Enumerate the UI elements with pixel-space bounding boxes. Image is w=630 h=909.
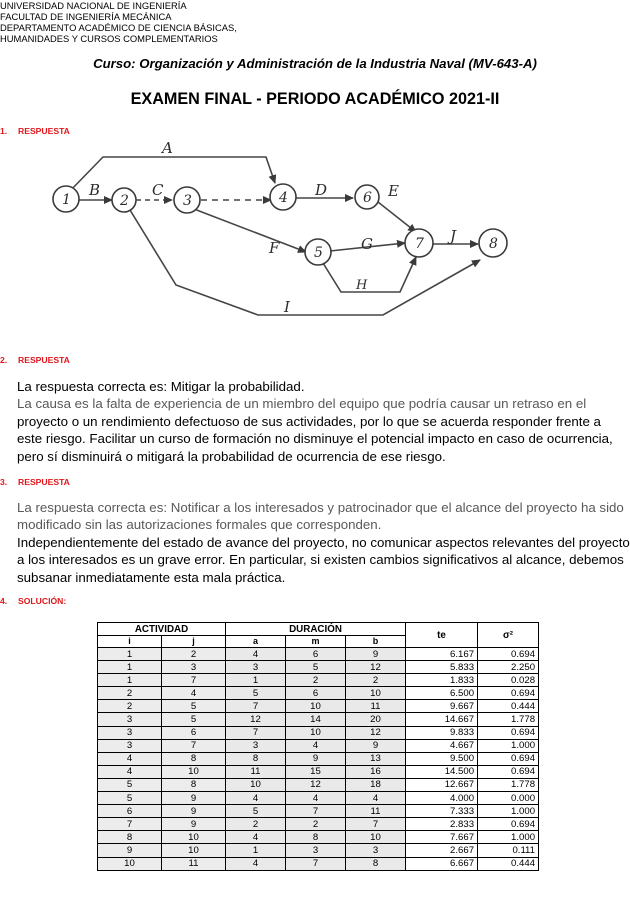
cell-m: 15 bbox=[286, 765, 346, 778]
cell-variance: 0.694 bbox=[478, 687, 539, 700]
table-row bbox=[98, 752, 539, 765]
cell-b: 18 bbox=[346, 778, 406, 791]
cell-m: 10 bbox=[286, 726, 346, 739]
table-row bbox=[98, 805, 539, 818]
cell-b: 13 bbox=[346, 752, 406, 765]
table-row bbox=[98, 674, 539, 687]
cell-a: 4 bbox=[226, 857, 286, 870]
table-row bbox=[98, 687, 539, 700]
cell-te: 2.833 bbox=[406, 818, 478, 831]
institution-header bbox=[0, 0, 237, 44]
activity-label: J bbox=[450, 227, 457, 245]
cell-i: 5 bbox=[98, 792, 162, 805]
cell-a: 8 bbox=[226, 752, 286, 765]
arrow-h bbox=[323, 257, 416, 292]
department-name: DEPARTAMENTO ACADÉMICO DE CIENCIA BÁSICAS, bbox=[0, 22, 237, 33]
section-2-heading bbox=[0, 355, 70, 365]
col-a-header: a bbox=[226, 636, 286, 648]
table-row bbox=[98, 792, 539, 805]
cell-j: 10 bbox=[162, 765, 226, 778]
activity-label: D bbox=[315, 181, 328, 199]
university-name: UNIVERSIDAD NACIONAL DE INGENIERÍA bbox=[0, 0, 187, 11]
cell-m: 4 bbox=[286, 739, 346, 752]
cell-j: 8 bbox=[162, 752, 226, 765]
table-row bbox=[98, 765, 539, 778]
activity-label: F bbox=[269, 239, 280, 257]
activity-label: B bbox=[89, 181, 101, 199]
cell-a: 3 bbox=[226, 739, 286, 752]
cell-i: 10 bbox=[98, 857, 162, 870]
cell-te: 9.833 bbox=[406, 726, 478, 739]
cell-a: 4 bbox=[226, 648, 286, 661]
table-row bbox=[98, 844, 539, 857]
cell-i: 8 bbox=[98, 831, 162, 844]
cell-a: 12 bbox=[226, 713, 286, 726]
node-label: 8 bbox=[489, 236, 498, 252]
activity-label: G bbox=[361, 235, 373, 253]
table-row bbox=[98, 818, 539, 831]
cell-j: 10 bbox=[162, 831, 226, 844]
cell-b: 2 bbox=[346, 674, 406, 687]
cell-te: 2.667 bbox=[406, 844, 478, 857]
cell-variance: 0.694 bbox=[478, 765, 539, 778]
cell-a: 7 bbox=[226, 700, 286, 713]
section-number: 1. bbox=[0, 126, 8, 136]
cell-j: 3 bbox=[162, 661, 226, 674]
cell-j: 7 bbox=[162, 674, 226, 687]
cell-te: 12.667 bbox=[406, 778, 478, 791]
cell-te: 6.667 bbox=[406, 857, 478, 870]
table-row bbox=[98, 713, 539, 726]
faculty-name: FACULTAD DE INGENIERÍA MECÁNICA bbox=[0, 11, 172, 22]
activity-network-diagram bbox=[38, 135, 528, 345]
answer-line: La respuesta correcta es: Notificar a los interesados y patrocinador que el alcance del proyecto ha sido bbox=[17, 500, 624, 515]
cell-i: 1 bbox=[98, 674, 162, 687]
activity-group-header: ACTIVIDAD bbox=[98, 623, 226, 636]
cell-m: 6 bbox=[286, 687, 346, 700]
answer-line: a los interesados es un grave error. En particular, si existen cambios significativos al alcance, debemos bbox=[17, 552, 624, 568]
section-number: 2. bbox=[0, 355, 8, 365]
section-number: 4. bbox=[0, 596, 8, 606]
cell-te: 1.833 bbox=[406, 674, 478, 687]
exam-title: EXAMEN FINAL - PERIODO ACADÉMICO 2021-II bbox=[130, 90, 500, 108]
cell-b: 11 bbox=[346, 700, 406, 713]
node-label: 4 bbox=[279, 190, 288, 206]
cell-te: 9.500 bbox=[406, 752, 478, 765]
cell-i: 4 bbox=[98, 752, 162, 765]
cell-i: 1 bbox=[98, 648, 162, 661]
cell-j: 6 bbox=[162, 726, 226, 739]
cell-te: 14.667 bbox=[406, 713, 478, 726]
cell-b: 3 bbox=[346, 844, 406, 857]
answer-line: este riesgo. Facilitar un curso de formación no disminuye el potencial impacto en caso de ocurrencia, bbox=[17, 431, 613, 447]
node-label: 3 bbox=[183, 193, 192, 209]
cell-j: 5 bbox=[162, 700, 226, 713]
variance-header: σ² bbox=[478, 623, 539, 648]
course-title: Curso: Organización y Administración de la Industria Naval (MV-643-A) bbox=[93, 56, 537, 71]
cell-b: 11 bbox=[346, 805, 406, 818]
cell-variance: 2.250 bbox=[478, 661, 539, 674]
col-m-header: m bbox=[286, 636, 346, 648]
cell-i: 6 bbox=[98, 805, 162, 818]
cell-b: 9 bbox=[346, 648, 406, 661]
cell-variance: 1.778 bbox=[478, 713, 539, 726]
pert-duration-table bbox=[97, 622, 539, 871]
cell-b: 10 bbox=[346, 831, 406, 844]
cell-variance: 0.694 bbox=[478, 726, 539, 739]
cell-variance: 1.000 bbox=[478, 805, 539, 818]
answer-line: La respuesta correcta es: Mitigar la probabilidad. bbox=[17, 379, 305, 394]
answer-line: Independientemente del estado de avance del proyecto, no comunicar aspectos relevantes del proyecto bbox=[17, 534, 630, 550]
cell-te: 7.667 bbox=[406, 831, 478, 844]
cell-b: 12 bbox=[346, 661, 406, 674]
cell-variance: 0.694 bbox=[478, 648, 539, 661]
cell-te: 4.000 bbox=[406, 792, 478, 805]
cell-j: 10 bbox=[162, 844, 226, 857]
cell-j: 4 bbox=[162, 687, 226, 700]
cell-variance: 1.000 bbox=[478, 831, 539, 844]
cell-i: 1 bbox=[98, 661, 162, 674]
section-label: RESPUESTA bbox=[18, 477, 70, 487]
table-row bbox=[98, 700, 539, 713]
table-row bbox=[98, 661, 539, 674]
cell-a: 3 bbox=[226, 661, 286, 674]
cell-i: 2 bbox=[98, 700, 162, 713]
activity-label: E bbox=[388, 182, 399, 200]
cell-a: 4 bbox=[226, 831, 286, 844]
node-label: 7 bbox=[415, 236, 424, 252]
cell-a: 5 bbox=[226, 805, 286, 818]
section-label: RESPUESTA bbox=[18, 126, 70, 136]
cell-variance: 1.000 bbox=[478, 739, 539, 752]
cell-j: 9 bbox=[162, 792, 226, 805]
cell-m: 6 bbox=[286, 648, 346, 661]
cell-b: 10 bbox=[346, 687, 406, 700]
cell-m: 2 bbox=[286, 674, 346, 687]
cell-a: 2 bbox=[226, 818, 286, 831]
section-label: RESPUESTA bbox=[18, 355, 70, 365]
cell-a: 7 bbox=[226, 726, 286, 739]
cell-variance: 0.028 bbox=[478, 674, 539, 687]
cell-m: 9 bbox=[286, 752, 346, 765]
cell-b: 12 bbox=[346, 726, 406, 739]
department-name-cont: HUMANIDADES Y CURSOS COMPLEMENTARIOS bbox=[0, 33, 218, 44]
cell-m: 7 bbox=[286, 857, 346, 870]
cell-m: 14 bbox=[286, 713, 346, 726]
section-4-heading bbox=[0, 596, 66, 606]
arrow-i bbox=[130, 210, 480, 315]
te-header: te bbox=[406, 623, 478, 648]
node-label: 6 bbox=[363, 190, 372, 206]
cell-b: 7 bbox=[346, 818, 406, 831]
cell-b: 16 bbox=[346, 765, 406, 778]
answer-line: subsanar inmediatamente esta mala práctica. bbox=[17, 569, 286, 585]
activity-label: A bbox=[162, 139, 173, 157]
cell-te: 4.667 bbox=[406, 739, 478, 752]
cell-te: 6.167 bbox=[406, 648, 478, 661]
cell-j: 5 bbox=[162, 713, 226, 726]
cell-te: 7.333 bbox=[406, 805, 478, 818]
cell-i: 7 bbox=[98, 818, 162, 831]
arrow-e bbox=[378, 202, 416, 232]
answer-2-text bbox=[17, 378, 629, 465]
cell-m: 2 bbox=[286, 818, 346, 831]
cell-i: 5 bbox=[98, 778, 162, 791]
cell-variance: 1.778 bbox=[478, 778, 539, 791]
answer-line: modificado sin las autorizaciones formales que corresponden. bbox=[17, 517, 382, 533]
col-j-header: j bbox=[162, 636, 226, 648]
cell-variance: 0.111 bbox=[478, 844, 539, 857]
cell-j: 8 bbox=[162, 778, 226, 791]
table-row bbox=[98, 648, 539, 661]
node-label: 5 bbox=[314, 245, 323, 261]
cell-j: 9 bbox=[162, 805, 226, 818]
section-number: 3. bbox=[0, 477, 8, 487]
table-row bbox=[98, 831, 539, 844]
cell-j: 2 bbox=[162, 648, 226, 661]
cell-variance: 0.694 bbox=[478, 818, 539, 831]
answer-3-text bbox=[17, 499, 629, 586]
col-b-header: b bbox=[346, 636, 406, 648]
answer-line: proyecto o un rendimiento defectuoso de sus actividades, por lo que se acuerda responder frente a bbox=[17, 413, 601, 429]
node-label: 2 bbox=[120, 193, 129, 209]
table-row bbox=[98, 857, 539, 870]
cell-j: 11 bbox=[162, 857, 226, 870]
cell-i: 2 bbox=[98, 687, 162, 700]
cell-variance: 0.444 bbox=[478, 857, 539, 870]
duration-group-header: DURACIÓN bbox=[226, 623, 406, 636]
section-label: SOLUCIÓN: bbox=[18, 596, 67, 606]
cell-i: 3 bbox=[98, 713, 162, 726]
cell-j: 9 bbox=[162, 818, 226, 831]
cell-m: 10 bbox=[286, 700, 346, 713]
cell-m: 3 bbox=[286, 844, 346, 857]
cell-b: 20 bbox=[346, 713, 406, 726]
cell-a: 5 bbox=[226, 687, 286, 700]
cell-j: 7 bbox=[162, 739, 226, 752]
cell-a: 10 bbox=[226, 778, 286, 791]
table-row bbox=[98, 739, 539, 752]
cell-m: 4 bbox=[286, 792, 346, 805]
cell-variance: 0.000 bbox=[478, 792, 539, 805]
cell-a: 4 bbox=[226, 792, 286, 805]
activity-label: C bbox=[152, 181, 164, 199]
cell-i: 9 bbox=[98, 844, 162, 857]
cell-b: 8 bbox=[346, 857, 406, 870]
table-row bbox=[98, 778, 539, 791]
node-label: 1 bbox=[62, 192, 71, 208]
cell-b: 9 bbox=[346, 739, 406, 752]
answer-line: La causa es la falta de experiencia de un miembro del equipo que podría causar un retraso en el bbox=[17, 396, 587, 412]
cell-m: 5 bbox=[286, 661, 346, 674]
cell-a: 11 bbox=[226, 765, 286, 778]
table-row bbox=[98, 726, 539, 739]
cell-b: 4 bbox=[346, 792, 406, 805]
cell-m: 12 bbox=[286, 778, 346, 791]
cell-i: 3 bbox=[98, 739, 162, 752]
cell-te: 14.500 bbox=[406, 765, 478, 778]
cell-a: 1 bbox=[226, 844, 286, 857]
cell-i: 4 bbox=[98, 765, 162, 778]
answer-line: pero sí disminuirá o mitigará la probabilidad de ocurrencia de ese riesgo. bbox=[17, 448, 446, 464]
activity-label: H bbox=[356, 278, 368, 293]
cell-variance: 0.694 bbox=[478, 752, 539, 765]
cell-te: 6.500 bbox=[406, 687, 478, 700]
cell-m: 8 bbox=[286, 831, 346, 844]
cell-m: 7 bbox=[286, 805, 346, 818]
cell-a: 1 bbox=[226, 674, 286, 687]
cell-te: 5.833 bbox=[406, 661, 478, 674]
section-3-heading bbox=[0, 477, 70, 487]
cell-i: 3 bbox=[98, 726, 162, 739]
cell-variance: 0.444 bbox=[478, 700, 539, 713]
arrow-f bbox=[194, 209, 306, 252]
col-i-header: i bbox=[98, 636, 162, 648]
cell-te: 9.667 bbox=[406, 700, 478, 713]
activity-label: I bbox=[284, 298, 290, 316]
